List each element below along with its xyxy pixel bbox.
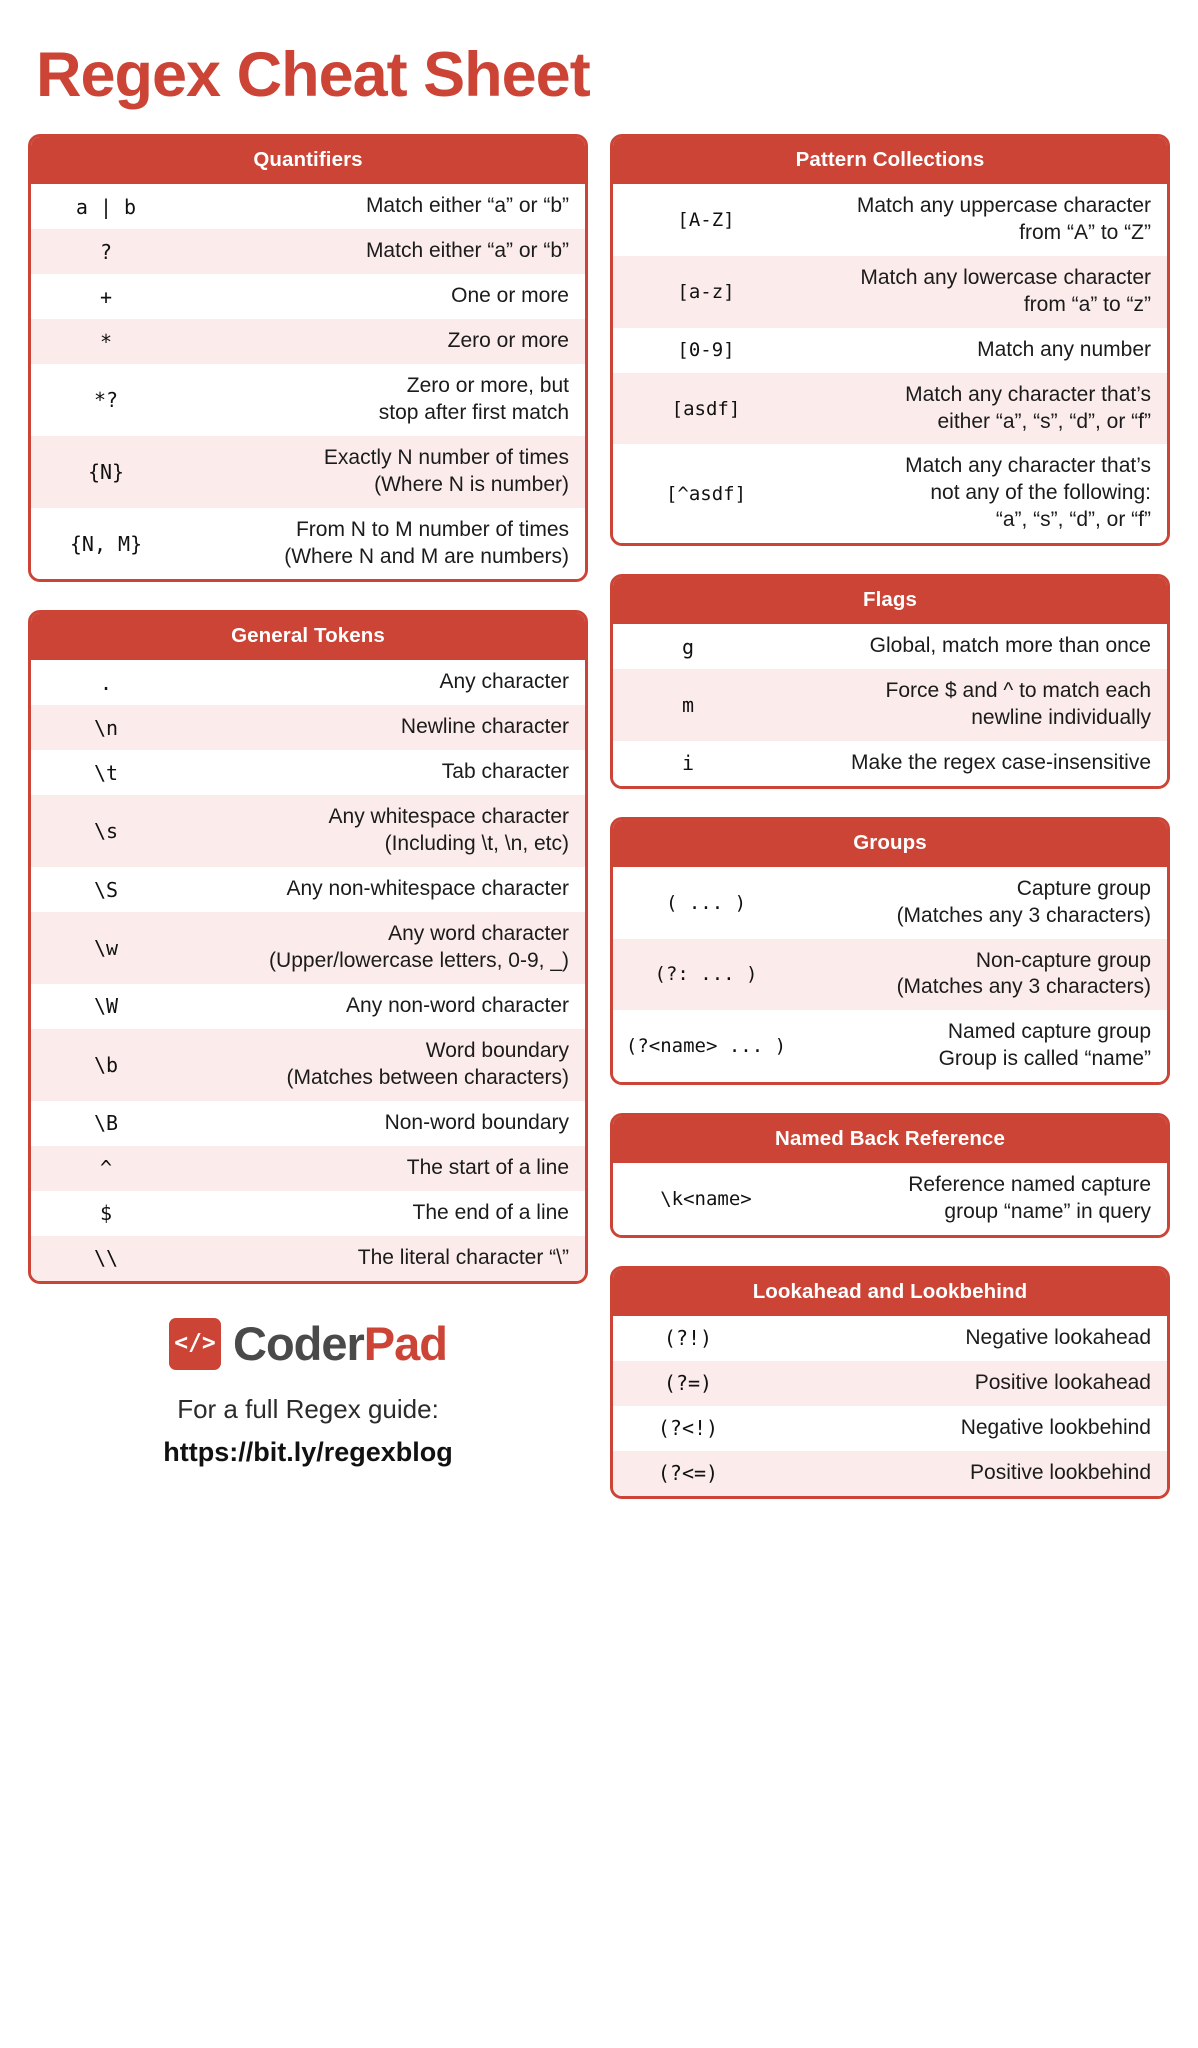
table-row: [613, 867, 1167, 939]
table-row: [613, 184, 1167, 256]
description-line: Match any character that’s: [905, 382, 1151, 406]
token-cell: (?<!): [657, 1416, 719, 1441]
token-cell: [^asdf]: [665, 482, 747, 505]
description-line: Any non-whitespace character: [286, 877, 569, 901]
table-row: [31, 1101, 585, 1146]
table-row: [31, 750, 585, 795]
description-subline: (Matches any 3 characters): [896, 903, 1151, 927]
description-cell: [181, 1101, 585, 1146]
token-cell: [a-z]: [677, 280, 735, 303]
table-row: [613, 624, 1167, 669]
description-cell: [763, 1361, 1167, 1406]
description-subline: either “a”, “s”, “d”, or “f”: [937, 409, 1151, 433]
card-heading-flags: Flags: [613, 577, 1167, 624]
token-cell: $: [99, 1201, 113, 1226]
description-line: Capture group: [1016, 876, 1151, 900]
table-row: [613, 741, 1167, 786]
description-cell: [181, 229, 585, 274]
table-row: [31, 436, 585, 508]
token-cell: .: [99, 670, 113, 695]
description-subline: (Matches between characters): [286, 1065, 569, 1089]
wordmark-pad: Pad: [363, 1317, 447, 1371]
description-cell: [799, 373, 1167, 445]
description-line: Global, match more than once: [869, 634, 1151, 658]
card-heading-lookaround: Lookahead and Lookbehind: [613, 1269, 1167, 1316]
description-line: Make the regex case-insensitive: [851, 750, 1151, 774]
description-line: Match any number: [977, 337, 1151, 361]
description-line: The literal character “\”: [357, 1245, 569, 1269]
description-cell: [181, 436, 585, 508]
description-line: Negative lookahead: [965, 1325, 1151, 1349]
description-line: One or more: [451, 284, 569, 308]
card-named-back-reference: [610, 1113, 1170, 1238]
description-cell: [799, 867, 1167, 939]
table-row: [613, 669, 1167, 741]
description-line: Any whitespace character: [328, 805, 569, 829]
coderpad-logo: [28, 1318, 588, 1370]
description-line: Any word character: [388, 922, 569, 946]
table-row: [31, 364, 585, 436]
description-line: The end of a line: [412, 1200, 569, 1224]
table-row: [31, 319, 585, 364]
description-cell: [181, 319, 585, 364]
columns-wrapper: [28, 134, 1170, 1499]
token-cell: *: [99, 329, 113, 354]
description-line: Non-capture group: [975, 948, 1151, 972]
table-row: [31, 1236, 585, 1281]
rows-flags: [613, 624, 1167, 786]
description-subline: (Where N is number): [374, 472, 569, 496]
description-line: The start of a line: [406, 1155, 569, 1179]
token-cell: [0-9]: [677, 339, 735, 362]
token-cell: ^: [99, 1156, 113, 1181]
card-heading-groups: Groups: [613, 820, 1167, 867]
rows-quantifiers: [31, 184, 585, 579]
description-cell: [181, 1191, 585, 1236]
table-row: [31, 867, 585, 912]
description-subline: (Where N and M are numbers): [284, 544, 569, 568]
description-line: Any non-word character: [346, 993, 569, 1017]
description-cell: [763, 1406, 1167, 1451]
table-row: [31, 184, 585, 229]
description-cell: [181, 184, 585, 229]
token-cell: (?: ... ): [654, 963, 758, 986]
token-cell: \b: [93, 1052, 119, 1077]
table-row: [31, 912, 585, 984]
description-subline: “a”, “s”, “d”, or “f”: [995, 508, 1151, 532]
description-cell: [181, 795, 585, 867]
table-row: [31, 660, 585, 705]
description-cell: [181, 1236, 585, 1281]
description-line: Match any character that’s: [905, 454, 1151, 478]
table-row: [31, 229, 585, 274]
description-cell: [763, 1451, 1167, 1496]
card-quantifiers: [28, 134, 588, 582]
token-cell: \k<name>: [660, 1187, 752, 1210]
rows-general-tokens: [31, 660, 585, 1280]
code-brackets-icon: </>: [169, 1318, 221, 1370]
table-row: [31, 795, 585, 867]
table-row: [613, 444, 1167, 543]
token-cell: {N}: [87, 459, 125, 484]
card-lookaround: [610, 1266, 1170, 1499]
table-row: [613, 1361, 1167, 1406]
card-heading-general-tokens: General Tokens: [31, 613, 585, 660]
guide-url[interactable]: https://bit.ly/regexblog: [163, 1436, 453, 1467]
card-heading-quantifiers: Quantifiers: [31, 137, 585, 184]
description-cell: [181, 1146, 585, 1191]
table-row: [613, 256, 1167, 328]
description-cell: [181, 984, 585, 1029]
table-row: [613, 1316, 1167, 1361]
description-line: Positive lookahead: [974, 1370, 1151, 1394]
description-cell: [763, 624, 1167, 669]
card-heading-pattern-collections: Pattern Collections: [613, 137, 1167, 184]
token-cell: [A-Z]: [677, 209, 735, 232]
table-row: [613, 1010, 1167, 1082]
wordmark-coder: Coder: [233, 1317, 364, 1371]
table-row: [613, 1406, 1167, 1451]
description-cell: [799, 184, 1167, 256]
description-cell: [181, 508, 585, 580]
table-row: [31, 1146, 585, 1191]
description-line: Positive lookbehind: [970, 1460, 1151, 1484]
description-line: Match either “a” or “b”: [365, 194, 569, 218]
table-row: [31, 984, 585, 1029]
table-row: [31, 1191, 585, 1236]
token-cell: ( ... ): [665, 891, 747, 914]
description-subline: (Matches any 3 characters): [896, 975, 1151, 999]
token-cell: \W: [93, 994, 119, 1019]
description-line: Match any lowercase character: [860, 265, 1151, 289]
token-cell: \B: [93, 1111, 119, 1136]
description-line: Tab character: [441, 760, 569, 784]
description-cell: [763, 1316, 1167, 1361]
description-cell: [763, 669, 1167, 741]
token-cell: (?<name> ... ): [625, 1035, 787, 1058]
card-groups: [610, 817, 1170, 1085]
token-cell: \\: [93, 1246, 119, 1271]
token-cell: i: [681, 751, 695, 776]
rows-lookaround: [613, 1316, 1167, 1496]
description-subline: not any of the following:: [930, 481, 1151, 505]
description-cell: [181, 1029, 585, 1101]
description-line: Reference named capture: [908, 1173, 1151, 1197]
table-row: [613, 1163, 1167, 1235]
token-cell: {N, M}: [69, 531, 143, 556]
description-subline: (Upper/lowercase letters, 0-9, _): [269, 949, 569, 973]
description-line: Force $ and ^ to match each: [885, 679, 1151, 703]
token-cell: a | b: [75, 194, 137, 219]
token-cell: \n: [93, 715, 119, 740]
card-flags: [610, 574, 1170, 789]
description-subline: newline individually: [971, 705, 1151, 729]
table-row: [31, 274, 585, 319]
description-cell: [799, 1010, 1167, 1082]
token-cell: (?!): [663, 1326, 713, 1351]
description-line: Named capture group: [947, 1020, 1151, 1044]
description-line: Match either “a” or “b”: [365, 239, 569, 263]
token-cell: g: [681, 634, 695, 659]
description-line: Non-word boundary: [384, 1110, 569, 1134]
description-cell: [799, 939, 1167, 1011]
table-row: [613, 939, 1167, 1011]
table-row: [613, 328, 1167, 373]
table-row: [31, 705, 585, 750]
token-cell: (?=): [663, 1371, 713, 1396]
description-subline: (Including \t, \n, etc): [384, 832, 569, 856]
description-subline: from “A” to “Z”: [1019, 221, 1151, 245]
coderpad-wordmark: [233, 1317, 447, 1371]
token-cell: ?: [99, 239, 113, 264]
description-line: Newline character: [400, 715, 569, 739]
rows-groups: [613, 867, 1167, 1082]
token-cell: [asdf]: [671, 397, 741, 420]
table-row: [31, 508, 585, 580]
description-cell: [181, 274, 585, 319]
guide-text: For a full Regex guide:: [177, 1393, 439, 1424]
description-line: Negative lookbehind: [960, 1415, 1151, 1439]
description-cell: [181, 750, 585, 795]
description-cell: [181, 705, 585, 750]
description-line: From N to M number of times: [295, 517, 569, 541]
description-line: Zero or more: [447, 329, 569, 353]
token-cell: \S: [93, 877, 119, 902]
description-cell: [181, 912, 585, 984]
description-line: Zero or more, but: [406, 374, 569, 398]
table-row: [613, 373, 1167, 445]
brand-block: [28, 1318, 588, 1468]
description-cell: [181, 660, 585, 705]
table-row: [613, 1451, 1167, 1496]
left-column: [28, 134, 588, 1468]
description-subline: stop after first match: [378, 401, 569, 425]
description-cell: [799, 256, 1167, 328]
rows-pattern-collections: [613, 184, 1167, 543]
description-line: Match any uppercase character: [856, 194, 1151, 218]
description-line: Word boundary: [425, 1038, 569, 1062]
token-cell: +: [99, 284, 113, 309]
description-cell: [799, 1163, 1167, 1235]
description-cell: [799, 328, 1167, 373]
token-cell: m: [681, 692, 695, 717]
description-cell: [799, 444, 1167, 543]
right-column: [610, 134, 1170, 1499]
token-cell: *?: [93, 388, 119, 413]
description-subline: Group is called “name”: [938, 1047, 1151, 1071]
description-line: Any character: [439, 670, 569, 694]
description-line: Exactly N number of times: [323, 445, 569, 469]
token-cell: \s: [93, 819, 119, 844]
token-cell: \w: [93, 936, 119, 961]
token-cell: (?<=): [657, 1461, 719, 1486]
card-general-tokens: [28, 610, 588, 1283]
token-cell: \t: [93, 760, 119, 785]
description-subline: from “a” to “z”: [1023, 292, 1151, 316]
table-row: [31, 1029, 585, 1101]
description-cell: [181, 364, 585, 436]
rows-named-back-reference: [613, 1163, 1167, 1235]
description-cell: [763, 741, 1167, 786]
description-cell: [181, 867, 585, 912]
description-subline: group “name” in query: [944, 1199, 1151, 1223]
page-title: Regex Cheat Sheet: [36, 40, 590, 110]
card-heading-named-back-reference: Named Back Reference: [613, 1116, 1167, 1163]
card-pattern-collections: [610, 134, 1170, 546]
